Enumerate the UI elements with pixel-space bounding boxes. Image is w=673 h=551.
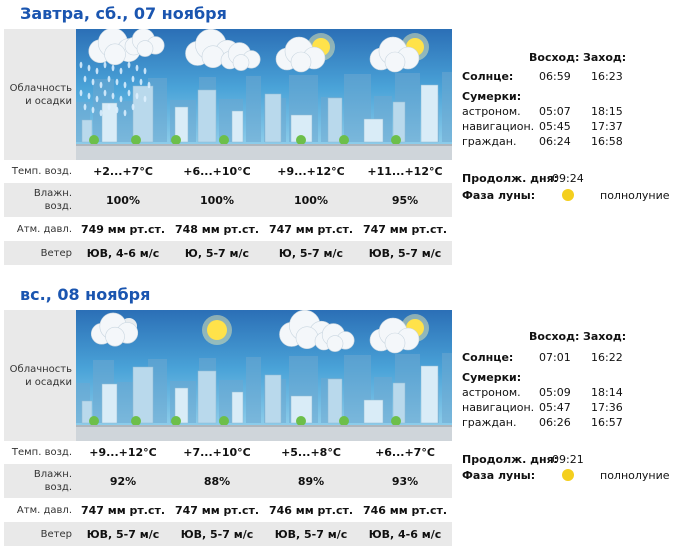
twilight-nav-start: 05:45 bbox=[539, 120, 571, 133]
temp-row bbox=[4, 441, 452, 464]
twilight-nav-label: навигацион. bbox=[462, 120, 535, 133]
rain-drop bbox=[120, 68, 123, 74]
tree-icon bbox=[391, 416, 401, 426]
twilight-astro-label: астроном. bbox=[462, 105, 521, 118]
wind-row bbox=[4, 241, 452, 265]
row-label-wind: Ветер bbox=[40, 247, 72, 259]
sun-label: Солнце: bbox=[462, 351, 514, 364]
humidity-cell: 89% bbox=[297, 474, 325, 488]
tree-icon bbox=[339, 416, 349, 426]
daylength-label: Продолж. дня: bbox=[462, 453, 559, 466]
humidity-cell: 88% bbox=[203, 474, 231, 488]
twilight-civil-label: граждан. bbox=[462, 416, 517, 429]
humidity-cell: 100% bbox=[200, 193, 234, 207]
twilight-astro-start: 05:07 bbox=[539, 105, 571, 118]
sun-icon bbox=[202, 315, 232, 345]
row-label-cloud: Облачность и осадки bbox=[9, 82, 72, 107]
rain-drop bbox=[116, 79, 119, 85]
twilight-label: Сумерки: bbox=[462, 371, 522, 384]
row-label-humidity: Влажн. возд. bbox=[33, 469, 72, 493]
tree-icon bbox=[89, 135, 99, 145]
rain-drop bbox=[104, 90, 107, 96]
ground bbox=[76, 425, 452, 441]
tree-icon bbox=[339, 135, 349, 145]
pressure-row bbox=[4, 217, 452, 241]
twilight-nav-end: 17:36 bbox=[591, 401, 623, 414]
rain-drop bbox=[80, 62, 83, 68]
weather-scene bbox=[76, 29, 452, 160]
rain-drop bbox=[108, 76, 111, 82]
wind-cell: ЮВ, 5-7 м/с bbox=[180, 527, 254, 541]
sunrise-time: 06:59 bbox=[539, 70, 571, 83]
humidity-cell: 100% bbox=[106, 193, 140, 207]
tree-icon bbox=[171, 416, 181, 426]
twilight-astro-start: 05:09 bbox=[539, 386, 571, 399]
rain-drop bbox=[112, 65, 115, 71]
rain-drop bbox=[92, 79, 95, 85]
cloud-shape bbox=[91, 313, 138, 346]
pressure-cell: 747 мм рт.ст. bbox=[174, 503, 260, 517]
rain-drop bbox=[144, 68, 147, 74]
wind-cell: ЮВ, 4-6 м/с bbox=[86, 246, 160, 260]
twilight-nav-end: 17:37 bbox=[591, 120, 623, 133]
rain-drop bbox=[116, 107, 119, 113]
rain-drop bbox=[84, 76, 87, 82]
wind-row bbox=[4, 522, 452, 546]
sunrise-time: 07:01 bbox=[539, 351, 571, 364]
sun-disc bbox=[207, 320, 227, 340]
rain-drop bbox=[148, 82, 151, 88]
tree-icon bbox=[219, 135, 229, 145]
day-forecast-1 bbox=[0, 4, 673, 274]
rain-drop bbox=[104, 62, 107, 68]
temp-cell: +6...+7°C bbox=[375, 446, 435, 459]
twilight-civil-end: 16:57 bbox=[591, 416, 623, 429]
rain-drop bbox=[100, 110, 103, 116]
sunset-time: 16:22 bbox=[591, 351, 623, 364]
temp-cell: +7...+10°C bbox=[183, 446, 251, 459]
ground-edge bbox=[76, 144, 452, 146]
tree-icon bbox=[89, 416, 99, 426]
tree-icon bbox=[131, 135, 141, 145]
humidity-cell: 100% bbox=[294, 193, 328, 207]
rain-drop bbox=[84, 104, 87, 110]
tree-icon bbox=[131, 416, 141, 426]
cloud-sun-icon bbox=[370, 33, 429, 72]
daylength-value: 09:21 bbox=[552, 453, 584, 466]
weather-illustration bbox=[76, 310, 452, 441]
cloud-sun-icon bbox=[370, 314, 429, 353]
rain-drop bbox=[144, 96, 147, 102]
rain-drop bbox=[128, 62, 131, 68]
cloud-sun-icon bbox=[276, 33, 335, 72]
twilight-astro-label: астроном. bbox=[462, 386, 521, 399]
twilight-civil-start: 06:26 bbox=[539, 416, 571, 429]
moon-phase-value: полнолуние bbox=[600, 469, 670, 482]
twilight-civil-end: 16:58 bbox=[591, 135, 623, 148]
rain-drop bbox=[124, 110, 127, 116]
pressure-row bbox=[4, 498, 452, 522]
row-label-wind: Ветер bbox=[40, 528, 72, 540]
pressure-cell: 749 мм рт.ст. bbox=[80, 222, 166, 236]
wind-cell: ЮВ, 4-6 м/с bbox=[368, 527, 442, 541]
rain-drop bbox=[92, 107, 95, 113]
row-label-humidity: Влажн. возд. bbox=[33, 188, 72, 212]
temp-cell: +11...+12°C bbox=[367, 165, 443, 178]
pressure-cell: 747 мм рт.ст. bbox=[80, 503, 166, 517]
tree-icon bbox=[296, 416, 306, 426]
twilight-civil-label: граждан. bbox=[462, 135, 517, 148]
pressure-cell: 748 мм рт.ст. bbox=[174, 222, 260, 236]
rain-drop bbox=[140, 79, 143, 85]
day-forecast-2 bbox=[0, 285, 673, 551]
wind-cell: ЮВ, 5-7 м/с bbox=[274, 527, 348, 541]
pressure-cell: 747 мм рт.ст. bbox=[268, 222, 354, 236]
wind-cell: Ю, 5-7 м/с bbox=[184, 246, 250, 260]
wind-cell: ЮВ, 5-7 м/с bbox=[86, 527, 160, 541]
cloud-moon-icon bbox=[91, 313, 138, 346]
rain-drop bbox=[108, 104, 111, 110]
weather-scene bbox=[76, 310, 452, 441]
moon-phase-label: Фаза луны: bbox=[462, 189, 536, 202]
tree-icon bbox=[296, 135, 306, 145]
rain-drop bbox=[100, 82, 103, 88]
temp-row bbox=[4, 160, 452, 183]
moon-icon bbox=[562, 469, 574, 481]
daylength-label: Продолж. дня: bbox=[462, 172, 559, 185]
sunrise-header: Восход: bbox=[529, 51, 580, 64]
pressure-cell: 747 мм рт.ст. bbox=[362, 222, 448, 236]
cloud-icon bbox=[280, 310, 355, 351]
twilight-nav-label: навигацион. bbox=[462, 401, 535, 414]
weather-illustration bbox=[76, 29, 452, 160]
rain-drop bbox=[132, 76, 135, 82]
ground bbox=[76, 144, 452, 160]
rain-drop bbox=[120, 96, 123, 102]
row-label-temp: Темп. возд. bbox=[11, 166, 72, 177]
tree-icon bbox=[171, 135, 181, 145]
moon-phase-label: Фаза луны: bbox=[462, 469, 536, 482]
tree-icon bbox=[391, 135, 401, 145]
rain-drop bbox=[112, 93, 115, 99]
pressure-cell: 746 мм рт.ст. bbox=[268, 503, 354, 517]
rain-drop bbox=[80, 90, 83, 96]
rain-drop bbox=[88, 65, 91, 71]
cloud-row bbox=[4, 29, 452, 160]
ground-edge bbox=[76, 425, 452, 427]
humidity-cell: 93% bbox=[391, 474, 419, 488]
temp-cell: +2...+7°C bbox=[93, 165, 153, 178]
humidity-row bbox=[4, 464, 452, 498]
sunset-time: 16:23 bbox=[591, 70, 623, 83]
twilight-astro-end: 18:15 bbox=[591, 105, 623, 118]
tree-icon bbox=[219, 416, 229, 426]
sunset-header: Заход: bbox=[583, 330, 627, 343]
rain-drop bbox=[96, 96, 99, 102]
forecast-table bbox=[4, 310, 452, 546]
temp-cell: +5...+8°C bbox=[281, 446, 341, 459]
day-title: вс., 08 ноября bbox=[20, 285, 151, 304]
humidity-cell: 92% bbox=[109, 474, 137, 488]
row-label-pressure: Атм. давл. bbox=[16, 504, 72, 516]
row-label-temp: Темп. возд. bbox=[11, 447, 72, 458]
rain-drop bbox=[136, 93, 139, 99]
wind-cell: ЮВ, 5-7 м/с bbox=[368, 246, 442, 260]
humidity-cell: 95% bbox=[391, 193, 419, 207]
row-label-pressure: Атм. давл. bbox=[16, 223, 72, 235]
temp-cell: +6...+10°C bbox=[183, 165, 251, 178]
twilight-label: Сумерки: bbox=[462, 90, 522, 103]
temp-cell: +9...+12°C bbox=[89, 446, 157, 459]
twilight-nav-start: 05:47 bbox=[539, 401, 571, 414]
cloud-row bbox=[4, 310, 452, 441]
pressure-cell: 746 мм рт.ст. bbox=[362, 503, 448, 517]
humidity-row bbox=[4, 183, 452, 217]
moon-phase-value: полнолуние bbox=[600, 189, 670, 202]
sunrise-header: Восход: bbox=[529, 330, 580, 343]
rain-drop bbox=[124, 82, 127, 88]
rain-drop bbox=[136, 65, 139, 71]
temp-cell: +9...+12°C bbox=[277, 165, 345, 178]
sun-label: Солнце: bbox=[462, 70, 514, 83]
day-title: Завтра, сб., 07 ноября bbox=[20, 4, 227, 23]
row-label-cloud: Облачность и осадки bbox=[9, 363, 72, 388]
twilight-civil-start: 06:24 bbox=[539, 135, 571, 148]
forecast-table bbox=[4, 29, 452, 265]
rain-drop bbox=[128, 90, 131, 96]
cloud-shape bbox=[125, 29, 164, 57]
twilight-astro-end: 18:14 bbox=[591, 386, 623, 399]
rain-drop bbox=[88, 93, 91, 99]
daylength-value: 09:24 bbox=[552, 172, 584, 185]
rain-drop bbox=[132, 104, 135, 110]
cloud-icon bbox=[186, 29, 261, 70]
rain-drop bbox=[96, 68, 99, 74]
wind-cell: Ю, 5-7 м/с bbox=[278, 246, 344, 260]
sunset-header: Заход: bbox=[583, 51, 627, 64]
moon-icon bbox=[562, 189, 574, 201]
